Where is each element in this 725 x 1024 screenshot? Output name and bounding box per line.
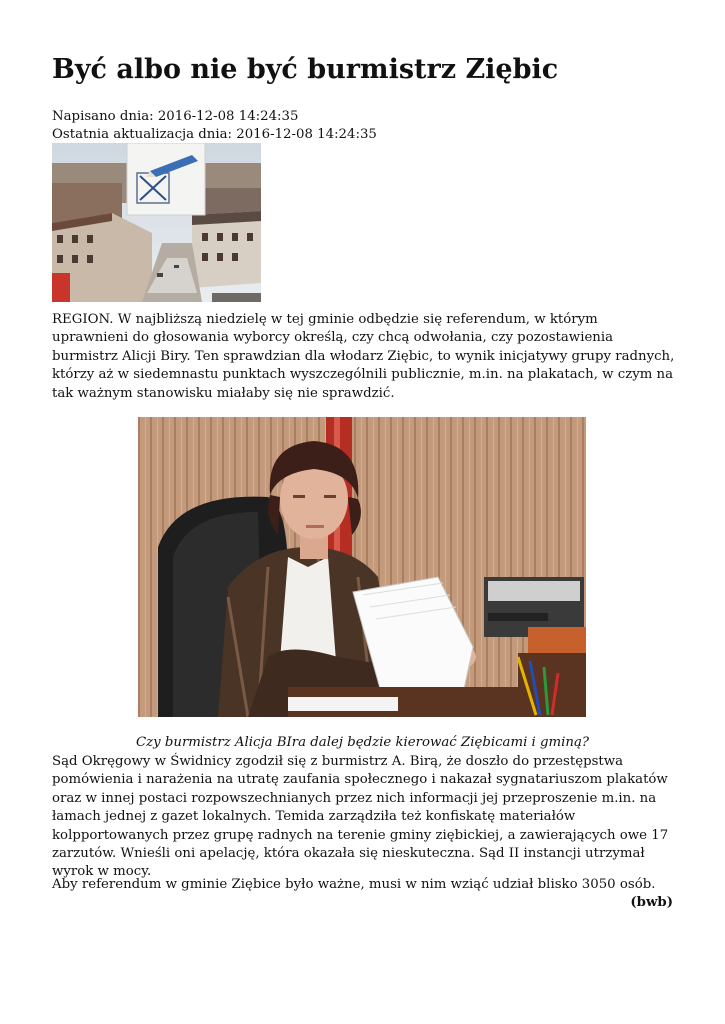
town-ballot-illustration: [52, 143, 261, 302]
published-date: Napisano dnia: 2016-12-08 14:24:35: [52, 109, 299, 124]
author-signature: (bwb): [630, 895, 673, 910]
updated-date: Ostatnia aktualizacja dnia: 2016-12-08 14:24:35: [52, 127, 377, 142]
article-title: Być albo nie być burmistrz Ziębic: [52, 54, 559, 85]
article-lead: REGION. W najbliższą niedzielę w tej gminie odbędzie się referendum, w którym uprawnieni do głosowania wyborcy określą, czy chcą odwołania, czy pozostawienia burmistrz Alicji Biry. Ten sprawdzian dla włodarz Ziębic, to wynik inicjatywy grupy radnych, którzy aż w siedemnastu punktach wyszczególnili publicznie, m.in. na plakatach, w czym na tak ważnym stanowisku miałaby się nie sprawdzić.: [52, 312, 675, 401]
photo-caption: Czy burmistrz Alicja BIra dalej będzie kierować Ziębicami i gminą?: [135, 735, 590, 750]
mayor-at-desk-photo: [138, 417, 586, 717]
article-body-paragraph-2: Aby referendum w gminie Ziębice było ważne, musi w nim wziąć udział blisko 3050 osób.: [52, 877, 656, 892]
mayor-photo[interactable]: [138, 417, 586, 717]
article-body-paragraph: Sąd Okręgowy w Świdnicy zgodził się z burmistrz A. Birą, że doszło do przestępstwa pomówienia i narażenia na utratę zaufania społecznego i nakazał sygnatariuszom plakatów oraz w innej postaci rozpowszechnianych przez nich informacji jej przeproszenie m.in. na łamach jednej z gazet lokalnych. Temida zarządziła też konfiskatę materiałów kolpportowanych przez grupę radnych na terenie gminy ziębickiej, a zawierających owe 17 zarzutów. Wnieśli oni apelację, która okazała się nieskuteczna. Sąd II instancji utrzymał wyrok w mocy.: [52, 754, 669, 880]
thumbnail-image[interactable]: [52, 143, 261, 302]
